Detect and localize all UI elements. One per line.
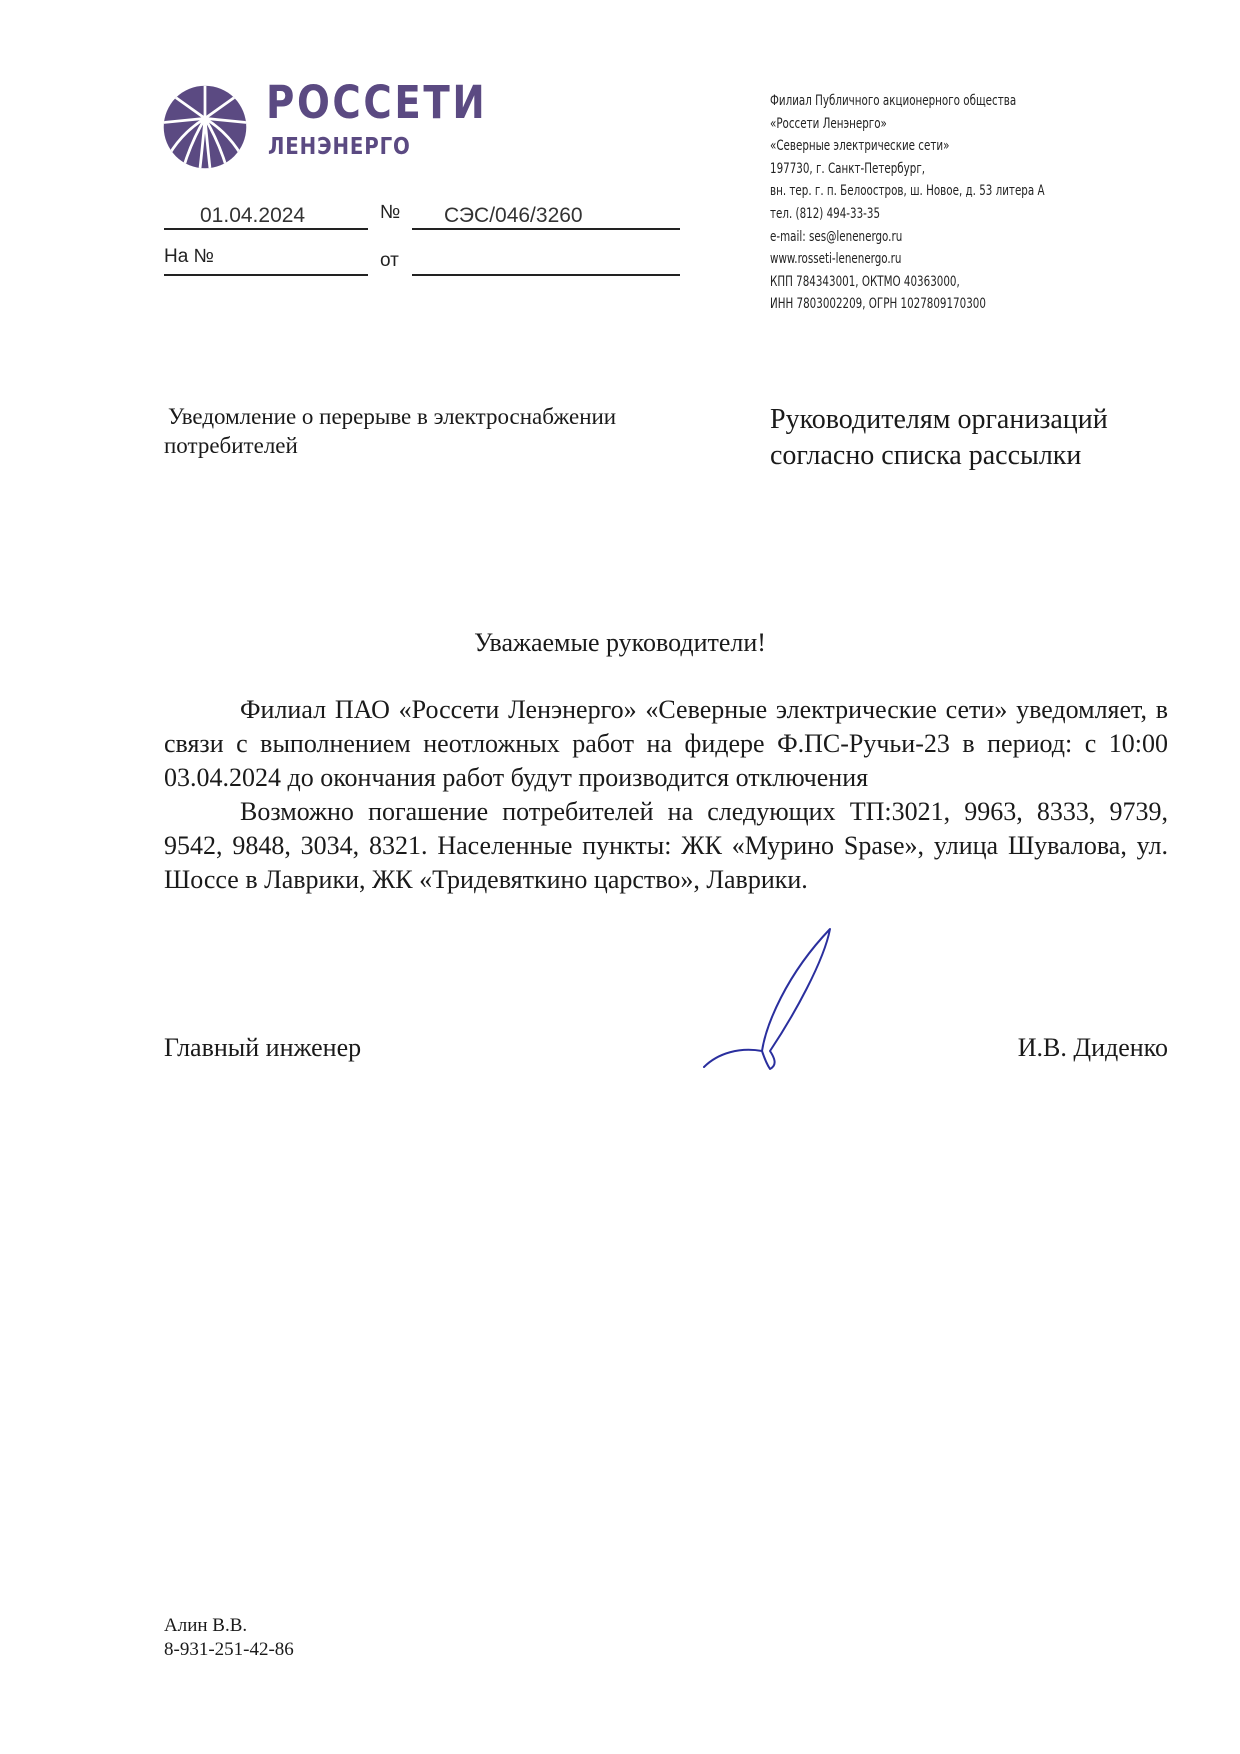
org-line: ИНН 7803002209, ОГРН 1027809170300 [770, 296, 986, 313]
org-line: 197730, г. Санкт-Петербург, [770, 160, 926, 177]
org-line: Филиал Публичного акционерного общества [770, 93, 1017, 109]
reference-number-label: На № [164, 246, 214, 267]
signatory-title: Главный инженер [164, 1033, 362, 1062]
signatory-name: И.В. Диденко [1017, 1033, 1168, 1062]
rosseti-logo-icon [162, 84, 248, 170]
org-line: «Северные электрические сети» [770, 138, 950, 155]
executor-name: Алин В.В. [164, 1615, 248, 1636]
org-website: www.rosseti-lenenergo.ru [770, 251, 902, 268]
org-line: тел. (812) 494-33-35 [770, 205, 881, 222]
brand-name: РОССЕТИ [266, 76, 488, 129]
org-line: «Россети Ленэнерго» [770, 115, 887, 132]
reference-date-underline [412, 274, 680, 276]
org-line: КПП 784343001, ОКТМО 40363000, [770, 273, 960, 290]
outgoing-number: СЭС/046/3260 [444, 204, 583, 227]
letter-subject [164, 402, 684, 460]
body-paragraph: Возможно погашение потребителей на следующих ТП:3021, 9963, 8333, 9739, 9542, 9848, 3034, 8321. Населенные пункты: ЖК «Мурино Spase», улица Шувалова, ул. Шоссе в Лаврики, ЖК «Тридевяткино царство», Лаврики. [164, 797, 1168, 894]
reference-number-underline [164, 274, 368, 276]
subject-line: потребителей [164, 433, 298, 458]
company-logo [162, 76, 488, 178]
org-email: e-mail: ses@lenenergo.ru [770, 228, 903, 245]
organization-details [770, 90, 1170, 316]
letter-body [164, 693, 1168, 897]
date-underline [164, 228, 368, 230]
executor-info [164, 1614, 294, 1662]
greeting: Уважаемые руководители! [474, 628, 766, 657]
subject-line: Уведомление о перерыве в электроснабжении [168, 404, 617, 429]
letter-recipient [770, 402, 1190, 474]
body-paragraph: Филиал ПАО «Россети Ленэнерго» «Северные электрические сети» уведомляет, в связи с выполнением неотложных работ на фидере Ф.ПС-Ручьи-23 в период: с 10:00 03.04.2024 до окончания работ будут производится отключения [164, 695, 1168, 792]
org-line: вн. тер. г. п. Белоостров, ш. Новое, д. 53 литера А [770, 183, 1045, 200]
number-underline [412, 228, 680, 230]
number-label: № [380, 202, 401, 223]
executor-phone: 8-931-251-42-86 [164, 1639, 294, 1660]
recipient-line: Руководителям организаций [770, 404, 1108, 435]
recipient-line: согласно списка рассылки [770, 440, 1082, 471]
brand-subname: ЛЕНЭНЕРГО [268, 134, 411, 160]
outgoing-date: 01.04.2024 [200, 204, 306, 227]
reference-date-label: от [380, 250, 399, 271]
handwritten-signature [700, 915, 860, 1075]
